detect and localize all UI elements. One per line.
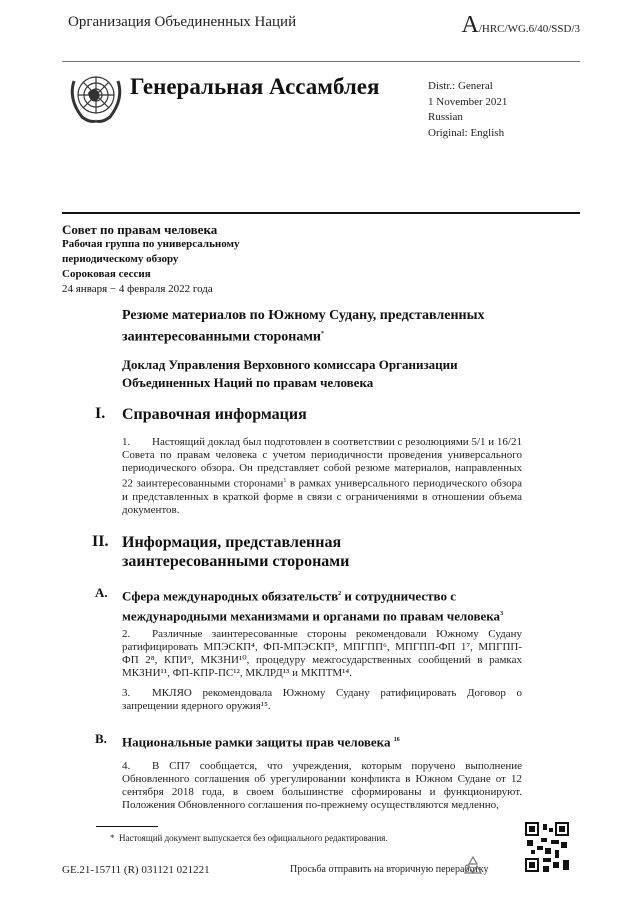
header-thick-divider: [62, 212, 580, 214]
paragraph-text: В СП7 сообщается, что учреждения, которым поручено выполнение Обновленного соглашения об урегулировании конфликта в Южном Судане от 12 сентября 2018 года, в своем большинстве сформированы и функционируют. Положения Обновленного соглашения по-прежнему осуществляются медленно,: [122, 760, 522, 811]
section-2-title: Информация, представленная заинтересованными сторонами: [122, 534, 350, 570]
document-symbol: [462, 12, 581, 39]
title-footnote-mark: *: [320, 331, 324, 337]
footnote-ref: 16: [393, 737, 400, 743]
subsection-b-number: B.: [95, 731, 107, 746]
session: Сороковая сессия: [62, 268, 151, 280]
paragraph-number: 2.: [122, 628, 131, 640]
job-number: GE.21-15711 (R) 031121 021221: [62, 864, 210, 876]
paragraph-number: 3.: [122, 687, 131, 699]
paragraph-text: в рамках универсального периодического обзора и представленных в краткой форме в связи с ограничениями в отношении объема документов.: [122, 477, 522, 516]
working-group-line1: Рабочая группа по универсальному: [62, 238, 240, 250]
original-language: Original: English: [428, 126, 505, 139]
footnote-mark: *: [110, 833, 115, 843]
paragraph-2: [122, 628, 522, 680]
council-name: Совет по правам человека: [62, 222, 218, 237]
session-dates: 24 января − 4 февраля 2022 года: [62, 283, 213, 295]
subsection-a-number: A.: [95, 585, 108, 600]
footnote-text: Настоящий документ выпускается без официального редактирования.: [119, 833, 388, 843]
symbol-letter: A: [461, 12, 479, 38]
footnote-ref: 1: [283, 478, 287, 484]
subsection-b-title: [122, 731, 542, 751]
symbol-rest: /HRC/WG.6/40/SSD/3: [478, 23, 580, 35]
footnote-divider: [96, 826, 158, 827]
document-subtitle: Доклад Управления Верховного комиссара Организации Объединенных Наций по правам человека: [122, 357, 458, 390]
header-divider: [62, 61, 580, 62]
footnote: [110, 833, 388, 843]
title-text: Национальные рамки защиты прав человека: [122, 734, 391, 750]
distribution: Distr.: General: [428, 80, 493, 92]
section-2-number: II.: [92, 533, 109, 550]
document-title: [122, 306, 542, 347]
council-block: [62, 222, 240, 297]
un-emblem-icon: [66, 67, 126, 127]
organization-name: Организация Объединенных Наций: [68, 14, 297, 30]
title-text: Сфера международных обязательств: [122, 588, 339, 604]
subsection-a-title: [122, 585, 522, 626]
paragraph-1: [122, 436, 522, 517]
general-assembly-title: Генеральная Ассамблея: [130, 74, 380, 99]
paragraph-text: МКЛЯО рекомендовала Южному Судану ратифицировать Договор о запрещении ядерного оружия¹⁵.: [122, 687, 522, 712]
paragraph-3: [122, 687, 522, 713]
title-text: и сотрудничество с международными механизмами и органами по правам человека: [122, 588, 501, 624]
recycle-icon: [462, 855, 484, 877]
paragraph-number: 1.: [122, 436, 131, 448]
language: Russian: [428, 111, 463, 123]
issue-date: 1 November 2021: [428, 95, 508, 108]
recycle-note: Просьба отправить на вторичную переработку: [290, 864, 489, 875]
distribution-info: [428, 79, 507, 141]
paragraph-4: [122, 760, 522, 812]
working-group-line2: периодическому обзору: [62, 253, 179, 265]
section-1-number: I.: [95, 405, 106, 422]
qr-code-icon[interactable]: [525, 822, 569, 872]
footnote-ref: 2: [338, 591, 342, 597]
footnote-ref: 3: [500, 611, 504, 618]
title-text: Резюме материалов по Южному Судану, представленных заинтересованными сторонами: [122, 308, 485, 345]
paragraph-text: Различные заинтересованные стороны рекомендовали Южному Судану ратифицировать МПЭСКП⁴, ФП-МПЭСКП⁵, МПГПП⁶, МПГПП-ФП 1⁷, МПГПП-ФП 2⁸, КПИ⁹, МКЗНИ¹⁰, процедуру межгосударственных сообщений в рамках МКЗНИ¹¹, ФП-КПР-ПС¹², МКЛРД¹³ и МКПТМ¹⁴.: [122, 628, 522, 679]
section-1-title: Справочная информация: [122, 406, 307, 423]
paragraph-text: Настоящий доклад был подготовлен в соответствии с резолюциями 5/1 и 16/21 Совета по правам человека с учетом периодичности проведения универсального периодического обзора. Он представляет собой резюме материалов, направленных 22 заинтересованными сторонами: [122, 436, 522, 490]
paragraph-number: 4.: [122, 760, 131, 772]
